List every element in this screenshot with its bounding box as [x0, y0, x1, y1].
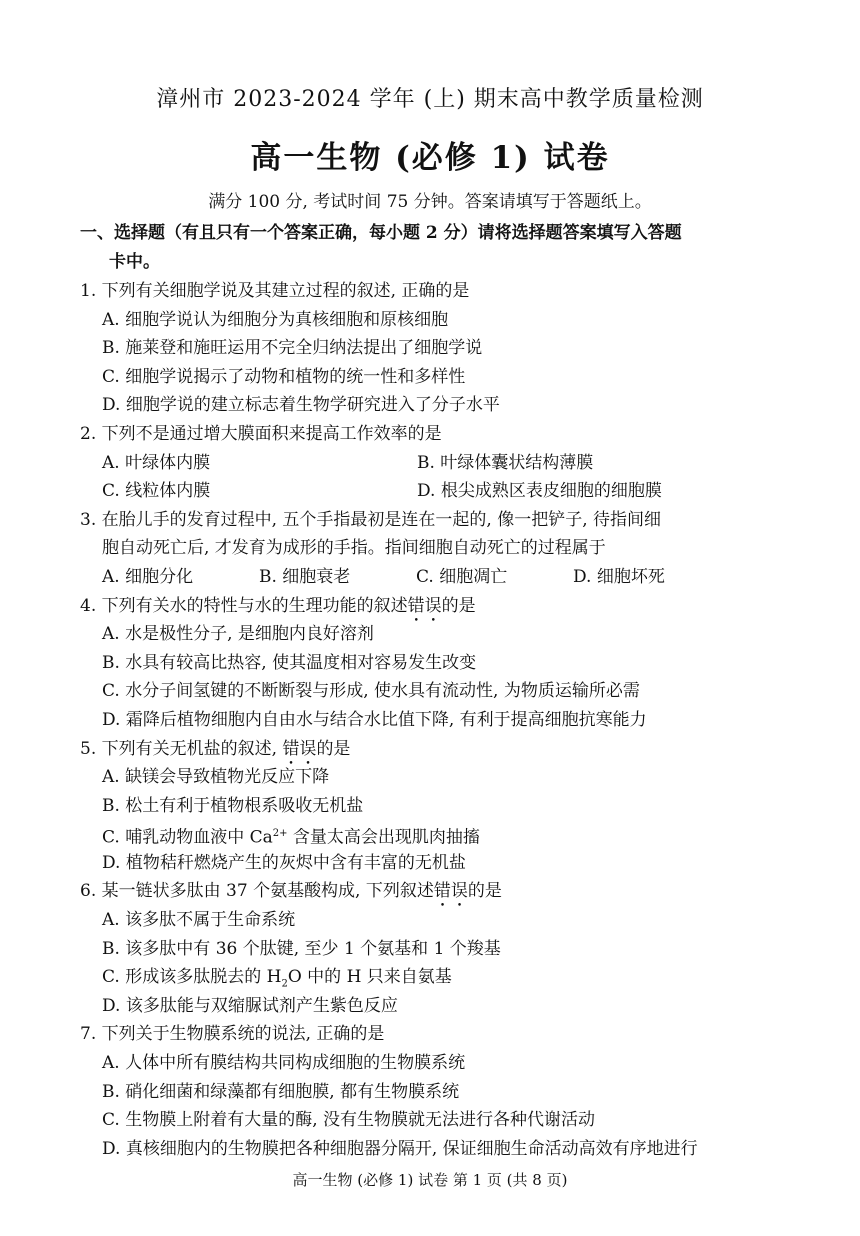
question-5-option-d: D. 植物秸秆燃烧产生的灰烬中含有丰富的无机盐 — [102, 852, 466, 873]
question-3-stem: 3. 在胎儿手的发育过程中, 五个手指最初是连在一起的, 像一把铲子, 待指间细 — [80, 509, 662, 530]
question-list — [80, 277, 785, 1163]
question-6-option-b: B. 该多肽中有 36 个肽键, 至少 1 个氨基和 1 个羧基 — [102, 938, 501, 959]
question-7-option-a: A. 人体中所有膜结构共同构成细胞的生物膜系统 — [102, 1053, 466, 1074]
question-7-option-c: C. 生物膜上附着有大量的酶, 没有生物膜就无法进行各种代谢活动 — [102, 1110, 596, 1131]
question-3-options — [80, 563, 785, 592]
section-heading-line1: 一、选择题（有且只有一个答案正确，每小题 2 分）请将选择题答案填写入答题 — [80, 223, 682, 243]
question-4-option-a: A. 水是极性分子, 是细胞内良好溶剂 — [102, 624, 374, 645]
question-5-option-c-pre: C. 哺乳动物血液中 Ca — [102, 827, 273, 848]
question-2-option-c: C. 线粒体内膜 — [102, 481, 211, 502]
question-6-emphasis: 错误 — [433, 881, 468, 902]
question-6-stem-pre: 6. 某一链状多肽由 37 个氨基酸构成, 下列叙述 — [80, 881, 434, 902]
question-6-stem — [80, 877, 785, 906]
question-4-option-d: D. 霜降后植物细胞内自由水与结合水比值下降, 有利于提高细胞抗寒能力 — [102, 709, 647, 730]
question-1-option-c: C. 细胞学说揭示了动物和植物的统一性和多样性 — [102, 366, 466, 387]
question-5-stem-pre: 5. 下列有关无机盐的叙述, — [80, 738, 283, 759]
question-4-stem-post: 的是 — [441, 595, 476, 616]
section-heading — [80, 219, 785, 277]
question-7-option-d: D. 真核细胞内的生物膜把各种细胞器分隔开, 保证细胞生命活动高效有序地进行 — [102, 1138, 698, 1159]
question-2-options-row-2 — [80, 477, 785, 506]
question-6-stem-post: 的是 — [467, 881, 502, 902]
page-title: 高一生物 (必修 1) 试卷 — [250, 140, 610, 176]
question-4-emphasis: 错误 — [407, 595, 442, 616]
question-3-option-d: D. 细胞坏死 — [573, 566, 665, 587]
question-3-option-a: A. 细胞分化 — [102, 566, 194, 587]
question-5-option-b: B. 松土有利于植物根系吸收无机盐 — [102, 795, 364, 816]
question-6-option-c-pre: C. 形成该多肽脱去的 H — [102, 967, 282, 988]
question-2-option-d: D. 根尖成熟区表皮细胞的细胞膜 — [417, 481, 662, 502]
question-4-stem-pre: 4. 下列有关水的特性与水的生理功能的叙述 — [80, 595, 408, 616]
question-5-option-c — [80, 820, 785, 849]
question-6-option-c-post: O 中的 H 只来自氨基 — [287, 967, 452, 988]
question-5-stem — [80, 735, 785, 764]
question-1-option-a: A. 细胞学说认为细胞分为真核细胞和原核细胞 — [102, 309, 449, 330]
question-5-option-c-sup: 2+ — [272, 828, 288, 840]
question-3-option-b: B. 细胞衰老 — [259, 566, 351, 587]
question-7-stem: 7. 下列关于生物膜系统的说法, 正确的是 — [80, 1024, 385, 1045]
section-heading-line2: 卡中。 — [109, 252, 160, 272]
question-1-stem: 1. 下列有关细胞学说及其建立过程的叙述, 正确的是 — [80, 281, 470, 301]
question-5-emphasis: 错误 — [282, 738, 317, 759]
question-3-option-c: C. 细胞凋亡 — [416, 566, 508, 587]
exam-note: 满分 100 分, 考试时间 75 分钟。答案请填写于答题纸上。 — [208, 192, 652, 212]
question-6-option-a: A. 该多肽不属于生命系统 — [102, 910, 296, 931]
question-4-stem — [80, 592, 785, 621]
question-2-option-b: B. 叶绿体囊状结构薄膜 — [417, 452, 594, 473]
question-5-stem-post: 的是 — [316, 738, 351, 759]
question-4-option-c: C. 水分子间氢键的不断断裂与形成, 使水具有流动性, 为物质运输所必需 — [102, 681, 640, 702]
question-5-option-a: A. 缺镁会导致植物光反应下降 — [102, 767, 330, 788]
question-1-option-d: D. 细胞学说的建立标志着生物学研究进入了分子水平 — [102, 395, 500, 416]
question-2-option-a: A. 叶绿体内膜 — [102, 452, 211, 473]
question-2-options-row-1 — [80, 449, 785, 478]
question-7-option-b: B. 硝化细菌和绿藻都有细胞膜, 都有生物膜系统 — [102, 1081, 460, 1102]
question-6-option-c — [80, 963, 785, 992]
question-2-stem: 2. 下列不是通过增大膜面积来提高工作效率的是 — [80, 423, 442, 444]
question-3-stem-cont: 胞自动死亡后, 才发育为成形的手指。指间细胞自动死亡的过程属于 — [102, 538, 606, 559]
question-6-option-c-sub: 2 — [281, 978, 288, 990]
page-footer: 高一生物 (必修 1) 试卷 第 1 页 (共 8 页) — [292, 1171, 568, 1189]
exam-header: 漳州市 2023-2024 学年 (上) 期末高中教学质量检测 — [156, 87, 704, 112]
question-5-option-c-post: 含量太高会出现肌肉抽搐 — [287, 827, 480, 848]
question-6-option-d: D. 该多肽能与双缩脲试剂产生紫色反应 — [102, 995, 398, 1016]
question-4-option-b: B. 水具有较高比热容, 使其温度相对容易发生改变 — [102, 652, 477, 673]
question-1-option-b: B. 施莱登和施旺运用不完全归纳法提出了细胞学说 — [102, 338, 483, 359]
